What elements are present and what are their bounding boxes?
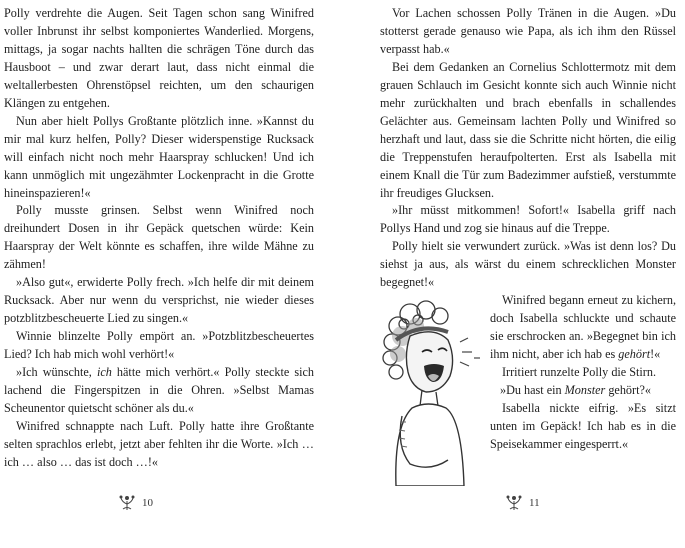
floral-ornament-icon <box>505 494 523 512</box>
paragraph: Irritiert runzelte Polly die Stirn. <box>502 365 656 380</box>
paragraph: Polly hielt sie verwundert zurück. »Was ist denn los? Du siehst ja aus, als wärst du einem schrecklichen Monster begegnet!« <box>380 239 676 290</box>
paragraph: Vor Lachen schossen Polly Tränen in die Augen. »Du stotterst gerade genauso wie Papa, als ich ihm den Rüssel verpasst hab.« <box>380 6 676 56</box>
paragraph: Bei dem Gedanken an Cornelius Schlottermotz mit dem grauen Schlauch im Gesicht konnte sich auch Winnie nicht mehr zurückhalten und brach ebenfalls in schallendes Gelächter aus. Gemeinsam lachten Polly und Winifred so herzhaft und laut, dass sie die Schritte nicht hörten, die eilig die Treppenstufen heraufpolterten. Erst als Isabella mit einem Knall die Tür zum Badezimmer aufstieß, verstummte ihr freudiges Glucksen. <box>380 59 676 200</box>
left-page <box>4 5 314 472</box>
paragraph: »Also gut«, erwiderte Polly frech. »Ich helfe dir mit deinem Rucksack. Aber nur wenn du versprichst, nie wieder dieses potzblitzbescheuerte Lied zu singen.« <box>4 275 314 326</box>
paragraph: »Du hast ein Monster gehört?« <box>500 383 651 398</box>
paragraph: Winnie blinzelte Polly empört an. »Potzblitzbescheuertes Lied? Ich hab mich wohl verhört!« <box>4 329 314 362</box>
paragraph: Nun aber hielt Pollys Großtante plötzlich inne. »Kannst du mir mal kurz helfen, Polly? Dieser widerspenstige Rucksack will einfach nicht noch mehr Haarspray schlucken! Und ich kann unmöglich mit ungezähmter Lockenpracht in die Grotte hineinspazieren!« <box>4 113 314 200</box>
paragraph: »Ihr müsst mitkommen! Sofort!« Isabella griff nach Pollys Hand und zog sie hinaus auf die Treppe. <box>380 203 676 236</box>
paragraph: Winifred begann erneut zu kichern, doch Isabella schluckte und schaute sie erschrocken an. »Begegnet bin ich ihm nicht, aber ich hab es gehört!« <box>490 293 676 362</box>
paragraph: »Ich wünschte, ich hätte mich verhört.« Polly steckte sich lachend die Fingerspitzen in die Ohren. »Selbst Mamas Scheunentor quietscht schöner als du.« <box>4 365 314 415</box>
laughing-woman-icon <box>376 296 490 486</box>
paragraph: Isabella nickte eifrig. »Es sitzt unten im Gepäck! Ich hab es in die Speisekammer eingesperrt.« <box>490 400 676 451</box>
paragraph: Polly verdrehte die Augen. Seit Tagen schon sang Winifred voller Inbrunst ihr selbst komponiertes Wanderlied. Morgens, mittags, ja sogar nachts hallten die schrägen Töne durch das Hausboot – und zwar derart laut, dass nicht einmal die weltallerbesten Ohrenstöpsel reichten, um den schaurigen Klängen zu entgehen. <box>4 6 314 110</box>
floral-ornament-icon <box>118 494 136 512</box>
paragraph: Winifred schnappte nach Luft. Polly hatte ihre Großtante selten sprachlos erlebt, jetzt aber fehlten ihr die Worte. »Ich … ich … also … das ist doch …!« <box>4 418 314 469</box>
page-number-right: 11 <box>505 494 540 512</box>
page-number-left: 10 <box>118 494 153 512</box>
paragraph: Polly musste grinsen. Selbst wenn Winifred noch dreihundert Dosen in ihr Gepäck quetschen würde: Kein Haarspray der Welt könnte es schaffen, ihre wilde Mähne zu zähmen! <box>4 203 314 272</box>
